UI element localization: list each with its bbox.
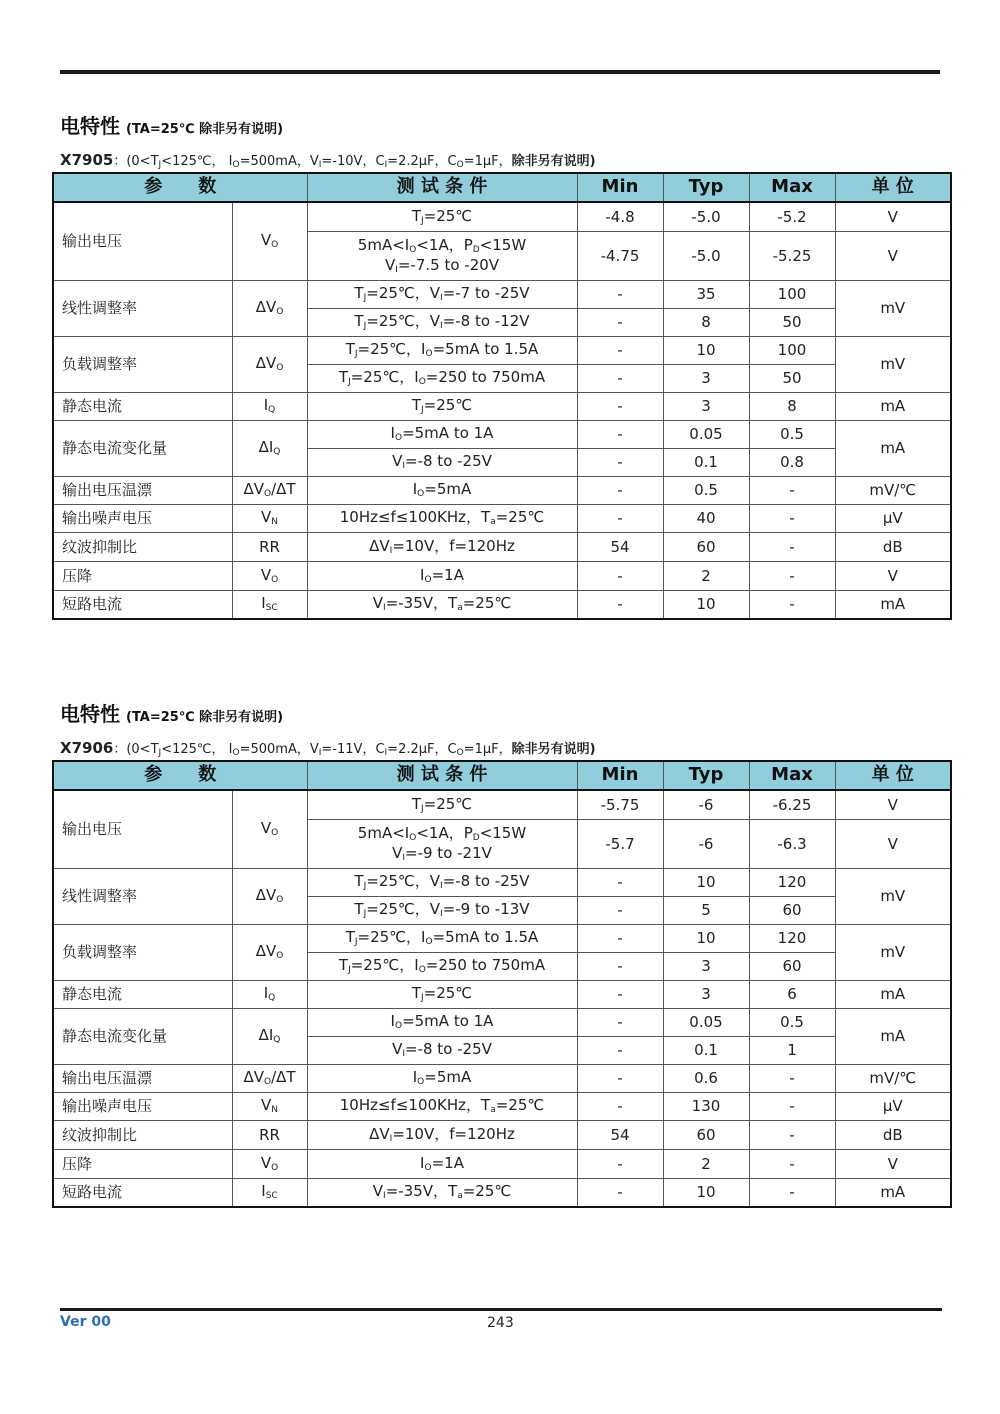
max-value: 60 xyxy=(749,953,835,981)
min-value: - xyxy=(577,1009,663,1037)
unit-value: V xyxy=(835,202,951,232)
max-value: 0.8 xyxy=(749,449,835,477)
min-value: - xyxy=(577,1093,663,1121)
typ-value: 3 xyxy=(663,953,749,981)
min-value: - xyxy=(577,393,663,421)
param-symbol: RR xyxy=(232,533,307,562)
min-value: -4.75 xyxy=(577,232,663,281)
electrical-characteristics-table xyxy=(52,760,952,1208)
table-row xyxy=(53,393,951,421)
table-header-row xyxy=(53,173,951,202)
unit-value: V xyxy=(835,820,951,869)
section-title-condition: (TA=25℃ 除非另有说明) xyxy=(126,710,284,725)
spec-conditions xyxy=(60,738,596,758)
spec-condition-text: ：($0<T_J<125℃$， $I_O=500mA$，$V_I=-10V$，$C_I=2.2\mu F$，$C_O=1\mu F$， xyxy=(113,154,512,170)
test-condition: $T_J=25℃$ xyxy=(307,981,577,1009)
typ-value: 0.05 xyxy=(663,421,749,449)
max-value: -6.3 xyxy=(749,820,835,869)
typ-value: 0.05 xyxy=(663,1009,749,1037)
typ-value: 40 xyxy=(663,505,749,533)
table-row xyxy=(53,591,951,620)
typ-value: 3 xyxy=(663,393,749,421)
typ-value: 10 xyxy=(663,925,749,953)
max-value: -5.25 xyxy=(749,232,835,281)
typ-value: 10 xyxy=(663,591,749,620)
header-unit: 单 位 xyxy=(835,761,951,790)
unit-value: mA xyxy=(835,981,951,1009)
min-value: - xyxy=(577,869,663,897)
min-value: 54 xyxy=(577,533,663,562)
param-symbol: $I_{SC}$ xyxy=(232,591,307,620)
param-symbol: $\Delta V_O$ xyxy=(232,337,307,393)
max-value: - xyxy=(749,1093,835,1121)
table-row xyxy=(53,1009,951,1037)
test-condition: $T_J=25℃$，$I_O=5mA$ to 1.5A xyxy=(307,925,577,953)
param-name: 纹波抑制比 xyxy=(53,1121,232,1150)
param-name: 短路电流 xyxy=(53,1179,232,1208)
test-condition-line: $5mA<I_O<1A$，$P_D<15W$ xyxy=(357,235,527,255)
param-symbol: $I_Q$ xyxy=(232,393,307,421)
table-row xyxy=(53,562,951,591)
header-parameter: 参 数 xyxy=(53,173,307,202)
typ-value: 3 xyxy=(663,365,749,393)
max-value: 100 xyxy=(749,281,835,309)
param-symbol: $I_Q$ xyxy=(232,981,307,1009)
typ-value: -6 xyxy=(663,790,749,820)
param-symbol: $V_O$ xyxy=(232,202,307,281)
test-condition: $I_O=5mA$ xyxy=(307,477,577,505)
test-condition: $\Delta V_I=10V$，f=120Hz xyxy=(307,533,577,562)
table-row xyxy=(53,1121,951,1150)
param-name: 线性调整率 xyxy=(53,869,232,925)
param-name: 静态电流变化量 xyxy=(53,1009,232,1065)
typ-value: 60 xyxy=(663,1121,749,1150)
param-name: 输出电压温漂 xyxy=(53,1065,232,1093)
min-value: - xyxy=(577,925,663,953)
table-row xyxy=(53,790,951,820)
typ-value: 2 xyxy=(663,1150,749,1179)
unit-value: μV xyxy=(835,1093,951,1121)
header-min: Min xyxy=(577,761,663,790)
param-symbol: $\Delta I_Q$ xyxy=(232,1009,307,1065)
typ-value: 3 xyxy=(663,981,749,1009)
header-parameter: 参 数 xyxy=(53,761,307,790)
param-name: 静态电流 xyxy=(53,393,232,421)
test-condition: $I_O=1A$ xyxy=(307,562,577,591)
unit-value: V xyxy=(835,562,951,591)
header-unit: 单 位 xyxy=(835,173,951,202)
param-name: 输出噪声电压 xyxy=(53,505,232,533)
spec-conditions xyxy=(60,150,596,170)
test-condition: $T_J=25℃$，$I_O=5mA$ to 1.5A xyxy=(307,337,577,365)
max-value: 50 xyxy=(749,365,835,393)
section-title xyxy=(60,698,283,727)
max-value: 0.5 xyxy=(749,421,835,449)
max-value: 0.5 xyxy=(749,1009,835,1037)
spec-note: 除非另有说明) xyxy=(511,742,596,757)
unit-value: mV/℃ xyxy=(835,1065,951,1093)
max-value: - xyxy=(749,477,835,505)
typ-value: 10 xyxy=(663,1179,749,1208)
section-title-text: 电特性 xyxy=(60,114,120,138)
max-value: - xyxy=(749,1121,835,1150)
min-value: -4.8 xyxy=(577,202,663,232)
unit-value: mV xyxy=(835,281,951,337)
table-row xyxy=(53,337,951,365)
unit-value: V xyxy=(835,232,951,281)
max-value: - xyxy=(749,1065,835,1093)
max-value: -5.2 xyxy=(749,202,835,232)
typ-value: 0.1 xyxy=(663,449,749,477)
test-condition: $T_J=25℃$ xyxy=(307,202,577,232)
test-condition: 10Hz≤f≤100KHz，$T_a=25℃$ xyxy=(307,505,577,533)
param-name: 压降 xyxy=(53,562,232,591)
test-condition: $I_O=1A$ xyxy=(307,1150,577,1179)
unit-value: mA xyxy=(835,393,951,421)
page-number: 243 xyxy=(487,1315,514,1331)
test-condition: $I_O=5mA$ xyxy=(307,1065,577,1093)
unit-value: V xyxy=(835,790,951,820)
param-name: 输出噪声电压 xyxy=(53,1093,232,1121)
min-value: - xyxy=(577,562,663,591)
min-value: - xyxy=(577,421,663,449)
test-condition: $\Delta V_I=10V$，f=120Hz xyxy=(307,1121,577,1150)
test-condition: $I_O=5mA$ to 1A xyxy=(307,421,577,449)
table-row xyxy=(53,202,951,232)
max-value: -6.25 xyxy=(749,790,835,820)
min-value: -5.7 xyxy=(577,820,663,869)
max-value: - xyxy=(749,1179,835,1208)
test-condition-line: $5mA<I_O<1A$，$P_D<15W$ xyxy=(357,823,527,843)
param-name: 输出电压 xyxy=(53,790,232,869)
test-condition xyxy=(307,232,577,281)
footer-rule xyxy=(60,1308,942,1311)
table-row xyxy=(53,1150,951,1179)
param-name: 短路电流 xyxy=(53,591,232,620)
param-symbol: $\Delta V_O$ xyxy=(232,281,307,337)
max-value: 120 xyxy=(749,869,835,897)
max-value: 100 xyxy=(749,337,835,365)
unit-value: V xyxy=(835,1150,951,1179)
unit-value: mA xyxy=(835,421,951,477)
param-symbol: $V_O$ xyxy=(232,1150,307,1179)
max-value: - xyxy=(749,1150,835,1179)
min-value: - xyxy=(577,1037,663,1065)
table-row xyxy=(53,925,951,953)
min-value: - xyxy=(577,981,663,1009)
max-value: 8 xyxy=(749,393,835,421)
min-value: - xyxy=(577,897,663,925)
typ-value: 130 xyxy=(663,1093,749,1121)
test-condition: $V_I=-35V$，$T_a=25℃$ xyxy=(307,591,577,620)
test-condition xyxy=(307,820,577,869)
min-value: - xyxy=(577,1150,663,1179)
table-row xyxy=(53,1065,951,1093)
param-name: 输出电压 xyxy=(53,202,232,281)
max-value: 50 xyxy=(749,309,835,337)
max-value: - xyxy=(749,505,835,533)
param-symbol: $\Delta V_O$ xyxy=(232,925,307,981)
table-header-row xyxy=(53,761,951,790)
section-title-text: 电特性 xyxy=(60,702,120,726)
table-row xyxy=(53,869,951,897)
typ-value: 0.5 xyxy=(663,477,749,505)
test-condition: $V_I=-8$ to -25V xyxy=(307,449,577,477)
model-number: X7905 xyxy=(60,151,114,169)
header-max: Max xyxy=(749,173,835,202)
typ-value: 10 xyxy=(663,869,749,897)
min-value: -5.75 xyxy=(577,790,663,820)
min-value: - xyxy=(577,365,663,393)
header-max: Max xyxy=(749,761,835,790)
unit-value: μV xyxy=(835,505,951,533)
test-condition: $I_O=5mA$ to 1A xyxy=(307,1009,577,1037)
min-value: - xyxy=(577,477,663,505)
param-name: 纹波抑制比 xyxy=(53,533,232,562)
max-value: - xyxy=(749,562,835,591)
max-value: - xyxy=(749,533,835,562)
model-number: X7906 xyxy=(60,739,114,757)
test-condition-line: $V_I=-9$ to -21V xyxy=(392,844,492,863)
typ-value: 8 xyxy=(663,309,749,337)
unit-value: mV xyxy=(835,925,951,981)
unit-value: mA xyxy=(835,591,951,620)
param-symbol: $V_O$ xyxy=(232,562,307,591)
typ-value: -5.0 xyxy=(663,202,749,232)
param-name: 压降 xyxy=(53,1150,232,1179)
min-value: - xyxy=(577,953,663,981)
version-label: Ver 00 xyxy=(60,1314,111,1330)
header-min: Min xyxy=(577,173,663,202)
test-condition: $T_J=25℃$，$V_I=-8$ to -12V xyxy=(307,309,577,337)
param-symbol: $I_{SC}$ xyxy=(232,1179,307,1208)
min-value: - xyxy=(577,591,663,620)
table-row xyxy=(53,533,951,562)
min-value: - xyxy=(577,505,663,533)
test-condition: $T_J=25℃$，$V_I=-7$ to -25V xyxy=(307,281,577,309)
typ-value: 10 xyxy=(663,337,749,365)
table-row xyxy=(53,1093,951,1121)
typ-value: -6 xyxy=(663,820,749,869)
param-name: 输出电压温漂 xyxy=(53,477,232,505)
param-symbol: $\Delta I_Q$ xyxy=(232,421,307,477)
unit-value: mV xyxy=(835,869,951,925)
typ-value: 60 xyxy=(663,533,749,562)
spec-condition-text: ：($0<T_J<125℃$， $I_O=500mA$，$V_I=-11V$，$C_I=2.2\mu F$，$C_O=1\mu F$， xyxy=(113,742,512,758)
param-name: 负载调整率 xyxy=(53,337,232,393)
typ-value: 2 xyxy=(663,562,749,591)
table-row xyxy=(53,421,951,449)
param-symbol: $V_O$ xyxy=(232,790,307,869)
header-typ: Typ xyxy=(663,761,749,790)
electrical-characteristics-table xyxy=(52,172,952,620)
max-value: - xyxy=(749,591,835,620)
table-row xyxy=(53,505,951,533)
test-condition: $T_J=25℃$，$V_I=-8$ to -25V xyxy=(307,869,577,897)
max-value: 120 xyxy=(749,925,835,953)
table-row xyxy=(53,1179,951,1208)
param-symbol: $\Delta V_O/\Delta T$ xyxy=(232,1065,307,1093)
min-value: - xyxy=(577,1065,663,1093)
param-name: 静态电流变化量 xyxy=(53,421,232,477)
typ-value: 0.6 xyxy=(663,1065,749,1093)
typ-value: 0.1 xyxy=(663,1037,749,1065)
top-rule xyxy=(60,70,940,74)
min-value: 54 xyxy=(577,1121,663,1150)
param-symbol: $\Delta V_O$ xyxy=(232,869,307,925)
test-condition: $V_I=-8$ to -25V xyxy=(307,1037,577,1065)
header-typ: Typ xyxy=(663,173,749,202)
min-value: - xyxy=(577,449,663,477)
test-condition: $T_J=25℃$，$V_I=-9$ to -13V xyxy=(307,897,577,925)
param-symbol: $\Delta V_O/\Delta T$ xyxy=(232,477,307,505)
param-symbol: $V_N$ xyxy=(232,1093,307,1121)
unit-value: mA xyxy=(835,1009,951,1065)
section-title-condition: (TA=25℃ 除非另有说明) xyxy=(126,122,284,137)
param-name: 线性调整率 xyxy=(53,281,232,337)
test-condition: $T_J=25℃$ xyxy=(307,790,577,820)
unit-value: mV/℃ xyxy=(835,477,951,505)
header-test-condition: 测 试 条 件 xyxy=(307,761,577,790)
max-value: 1 xyxy=(749,1037,835,1065)
test-condition: 10Hz≤f≤100KHz，$T_a=25℃$ xyxy=(307,1093,577,1121)
unit-value: mA xyxy=(835,1179,951,1208)
min-value: - xyxy=(577,281,663,309)
unit-value: dB xyxy=(835,1121,951,1150)
table-row xyxy=(53,281,951,309)
spec-note: 除非另有说明) xyxy=(511,154,596,169)
param-symbol: RR xyxy=(232,1121,307,1150)
param-name: 负载调整率 xyxy=(53,925,232,981)
test-condition: $T_J=25℃$ xyxy=(307,393,577,421)
typ-value: -5.0 xyxy=(663,232,749,281)
min-value: - xyxy=(577,309,663,337)
section-title xyxy=(60,110,283,139)
min-value: - xyxy=(577,1179,663,1208)
min-value: - xyxy=(577,337,663,365)
table-row xyxy=(53,981,951,1009)
typ-value: 35 xyxy=(663,281,749,309)
test-condition: $T_J=25℃$，$I_O=250$ to 750mA xyxy=(307,365,577,393)
test-condition-line: $V_I=-7.5$ to -20V xyxy=(384,256,500,275)
unit-value: dB xyxy=(835,533,951,562)
typ-value: 5 xyxy=(663,897,749,925)
test-condition: $T_J=25℃$，$I_O=250$ to 750mA xyxy=(307,953,577,981)
header-test-condition: 测 试 条 件 xyxy=(307,173,577,202)
test-condition: $V_I=-35V$，$T_a=25℃$ xyxy=(307,1179,577,1208)
param-symbol: $V_N$ xyxy=(232,505,307,533)
table-row xyxy=(53,477,951,505)
max-value: 60 xyxy=(749,897,835,925)
param-name: 静态电流 xyxy=(53,981,232,1009)
unit-value: mV xyxy=(835,337,951,393)
max-value: 6 xyxy=(749,981,835,1009)
